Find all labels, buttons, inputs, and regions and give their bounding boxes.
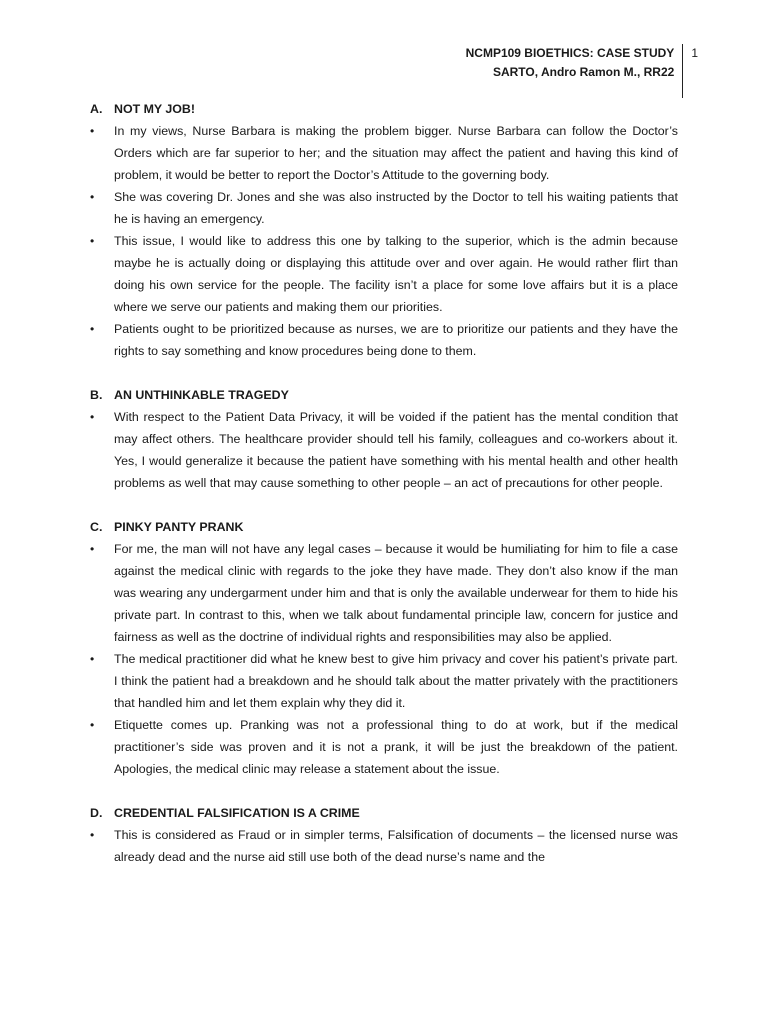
bullet-icon: • (90, 190, 95, 204)
bullet-text: She was covering Dr. Jones and she was also instructed by the Doctor to tell his waiting patients that he is having an emergency. (114, 190, 678, 226)
bullet-icon: • (90, 234, 95, 248)
bullet-item (90, 824, 678, 868)
section-title: CREDENTIAL FALSIFICATION IS A CRIME (114, 806, 360, 820)
section (90, 516, 678, 780)
section-heading (90, 384, 678, 406)
section (90, 384, 678, 494)
bullet-text: Patients ought to be prioritized because as nurses, we are to prioritize our patients and they have the rights to say something and know procedures being done to them. (114, 322, 678, 358)
document-body (90, 98, 678, 890)
section-letter: B. (90, 388, 103, 402)
bullet-icon: • (90, 828, 95, 842)
bullet-text: With respect to the Patient Data Privacy, it will be voided if the patient has the mental condition that may affect others. The healthcare provider should tell his family, colleagues and co-workers about it. Yes, I would generalize it because the patient have something with his mental health and other health problems as well that may cause something to other people – an act of precautions for other people. (114, 410, 678, 490)
bullet-item (90, 714, 678, 780)
bullet-item (90, 406, 678, 494)
bullet-icon: • (90, 410, 95, 424)
bullet-text: In my views, Nurse Barbara is making the problem bigger. Nurse Barbara can follow the Doctor’s Orders which are far superior to her; and the situation may affect the patient and having this kind of problem, it would be better to report the Doctor’s Attitude to the governing body. (114, 124, 678, 182)
bullet-icon: • (90, 124, 95, 138)
section (90, 802, 678, 868)
bullet-item (90, 318, 678, 362)
bullet-item (90, 538, 678, 648)
bullet-icon: • (90, 322, 95, 336)
header-text (466, 44, 684, 98)
bullet-icon: • (90, 652, 95, 666)
section-heading (90, 802, 678, 824)
bullet-text: For me, the man will not have any legal cases – because it would be humiliating for him to file a case against the medical clinic with regards to the joke they have made. They don’t also know if the man was wearing any undergarment under him and that is only the available underwear for them to hide his private part. In contrast to this, when we talk about fundamental principle law, concern for justice and fairness as well as the doctrine of individual rights and responsibilities may also be applied. (114, 542, 678, 644)
section-title: PINKY PANTY PRANK (114, 520, 244, 534)
section-heading (90, 516, 678, 538)
bullet-icon: • (90, 542, 95, 556)
header-author: SARTO, Andro Ramon M., RR22 (492, 65, 675, 79)
section-letter: D. (90, 806, 103, 820)
bullet-text: This is considered as Fraud or in simpler terms, Falsification of documents – the licensed nurse was already dead and the nurse aid still use both of the dead nurse’s name and the (114, 828, 678, 864)
section (90, 98, 678, 362)
section-letter: A. (90, 102, 103, 116)
bullet-item (90, 648, 678, 714)
bullet-item (90, 120, 678, 186)
bullet-text: Etiquette comes up. Pranking was not a professional thing to do at work, but if the medical practitioner’s side was proven and it is not a prank, it will be just the breakdown of the patient. Apologies, the medical clinic may release a statement about the issue. (114, 718, 678, 776)
page-header (466, 44, 698, 98)
section-heading (90, 98, 678, 120)
page-number: 1 (691, 46, 698, 60)
header-course: NCMP109 BIOETHICS: CASE STUDY (465, 46, 675, 60)
bullet-item (90, 186, 678, 230)
section-title: AN UNTHINKABLE TRAGEDY (114, 388, 289, 402)
bullet-text: This issue, I would like to address this one by talking to the superior, which is the admin because maybe he is actually doing or displaying this attitude over and over again. He would rather flirt than doing his own service for the people. The facility isn’t a place for some love affairs but it is a place where we serve our patients and making them our priorities. (114, 234, 678, 314)
bullet-icon: • (90, 718, 95, 732)
section-letter: C. (90, 520, 103, 534)
bullet-text: The medical practitioner did what he knew best to give him privacy and cover his patient’s private part. I think the patient had a breakdown and he should talk about the matter privately with the practitioners that handled him and let them explain why they did it. (114, 652, 678, 710)
bullet-item (90, 230, 678, 318)
section-title: NOT MY JOB! (114, 102, 196, 116)
